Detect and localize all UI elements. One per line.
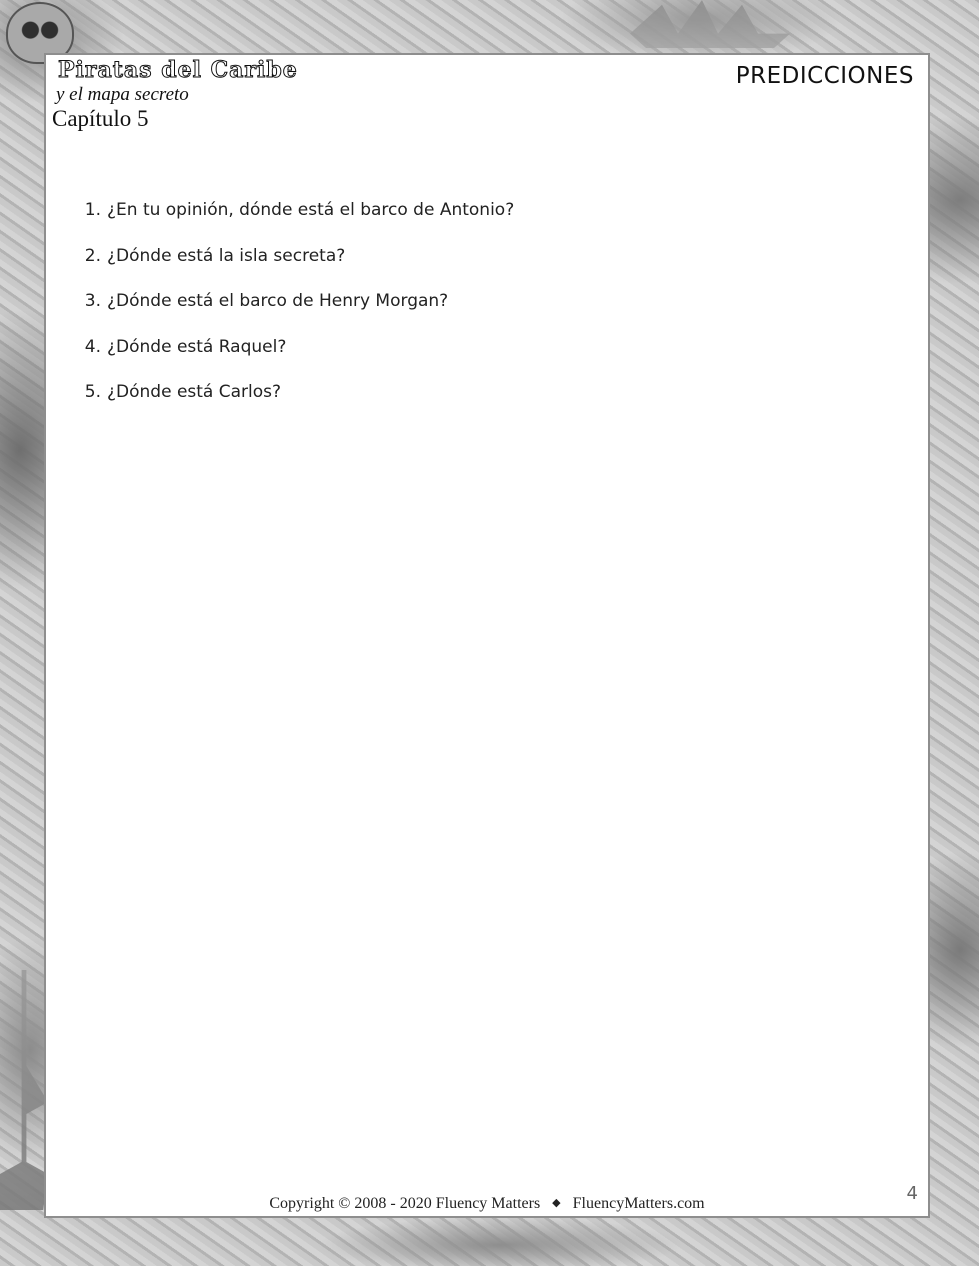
question-number: 5. (84, 382, 101, 402)
question-text: ¿Dónde está Raquel? (107, 336, 287, 357)
question-text: ¿Dónde está la isla secreta? (107, 245, 346, 266)
question-number: 2. (84, 245, 101, 266)
question-item (76, 337, 776, 383)
website-text: FluencyMatters.com (572, 1195, 705, 1212)
question-text: ¿En tu opinión, dónde está el barco de Antonio? (107, 200, 515, 220)
question-item (76, 382, 776, 428)
question-text: ¿Dónde está Carlos? (107, 382, 282, 402)
question-number: 1. (84, 200, 101, 220)
question-item (76, 246, 776, 292)
question-list (76, 200, 776, 428)
question-number: 3. (84, 291, 101, 311)
question-item (76, 200, 776, 246)
chapter-label: Capítulo 5 (52, 106, 149, 131)
question-item (76, 291, 776, 337)
section-title: PREDICCIONES (735, 63, 914, 89)
question-text: ¿Dónde está el barco de Henry Morgan? (107, 291, 449, 311)
page-number: 4 (906, 1183, 918, 1204)
book-title: Piratas del Caribe (58, 57, 298, 83)
book-subtitle: y el mapa secreto (56, 84, 189, 105)
worksheet-page (44, 53, 930, 1218)
question-number: 4. (84, 336, 101, 357)
diamond-separator-icon: ◆ (552, 1197, 561, 1209)
copyright-footer (46, 1195, 928, 1213)
copyright-text: Copyright © 2008 - 2020 Fluency Matters (269, 1195, 541, 1212)
